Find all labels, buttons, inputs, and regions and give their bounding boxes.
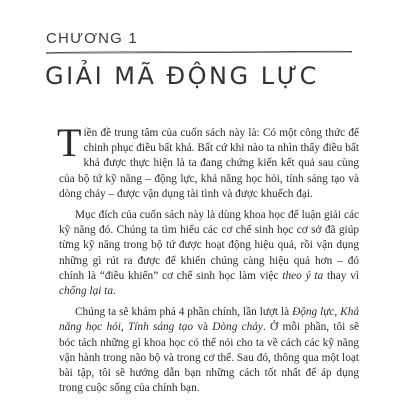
emphasis-text: theo ý ta (282, 269, 324, 282)
chapter-number: CHƯƠNG 1 (46, 30, 138, 47)
paragraph-1 (57, 120, 359, 202)
chapter-rule (46, 48, 352, 56)
separator-text: , (120, 321, 128, 334)
paragraph-2 (59, 208, 359, 299)
emphasis-text: Khả năng học hỏi (59, 306, 359, 334)
paragraph-2-text-c: . (112, 285, 116, 298)
paragraph-2-text-b: thay vì (323, 269, 359, 282)
separator-text: , (334, 306, 341, 319)
emphasis-text: Dòng chảy (212, 321, 263, 334)
emphasis-text: Động lực (292, 306, 335, 319)
paragraph-1-text: iền đề trung tâm của cuốn sách này là: Có một công thức để chinh phục điều bất khả. Bất cứ khi nào ta nhìn thấy điều bất khả được thực hiện là ta đang chứng kiến kết quả sau cùng của bộ tứ kỹ năng – động lực, khả năng học hỏi, tính sáng tạo và dòng chảy – được vận dụng tài tình và được khuếch đại. (59, 127, 359, 200)
paragraph-3-text: Chúng ta sẽ khám phá 4 phần chính, lần lượt là (75, 306, 293, 319)
chapter-title: GIẢI MÃ ĐỘNG LỰC (45, 62, 319, 90)
body-text (57, 120, 359, 396)
paragraph-3 (59, 305, 359, 396)
paragraph-3-text-b: . Ở mỗi phần, tôi sẽ bóc tách những gì khoa học có thể nói cho ta về cách các kỹ năng vận hành trong não bộ và trong cơ thể. Sau đó, thông qua một loạt bài tập, tôi sẽ hướng dẫn bạn những cách tốt nhất để áp dụng trong cuộc sống của chính bạn. (59, 321, 359, 395)
emphasis-text: Tính sáng tạo (128, 321, 194, 334)
separator-text: và (193, 321, 213, 334)
paragraph-2-text: Mục đích của cuốn sách này là dùng khoa học để luận giải các kỹ năng đó. Chúng ta tìm hiểu các cơ chế sinh học cơ sở đã giúp từng kỹ năng trong bộ tứ được hoạt động hiệu quả, rồi vận dụng những gì rút ra được để khiến chúng càng hiệu quả hơn – đó chính là “điều khiển” cơ chế sinh học làm việc (59, 209, 359, 282)
drop-cap: T (57, 120, 82, 165)
emphasis-text: chống lại ta (59, 285, 113, 298)
